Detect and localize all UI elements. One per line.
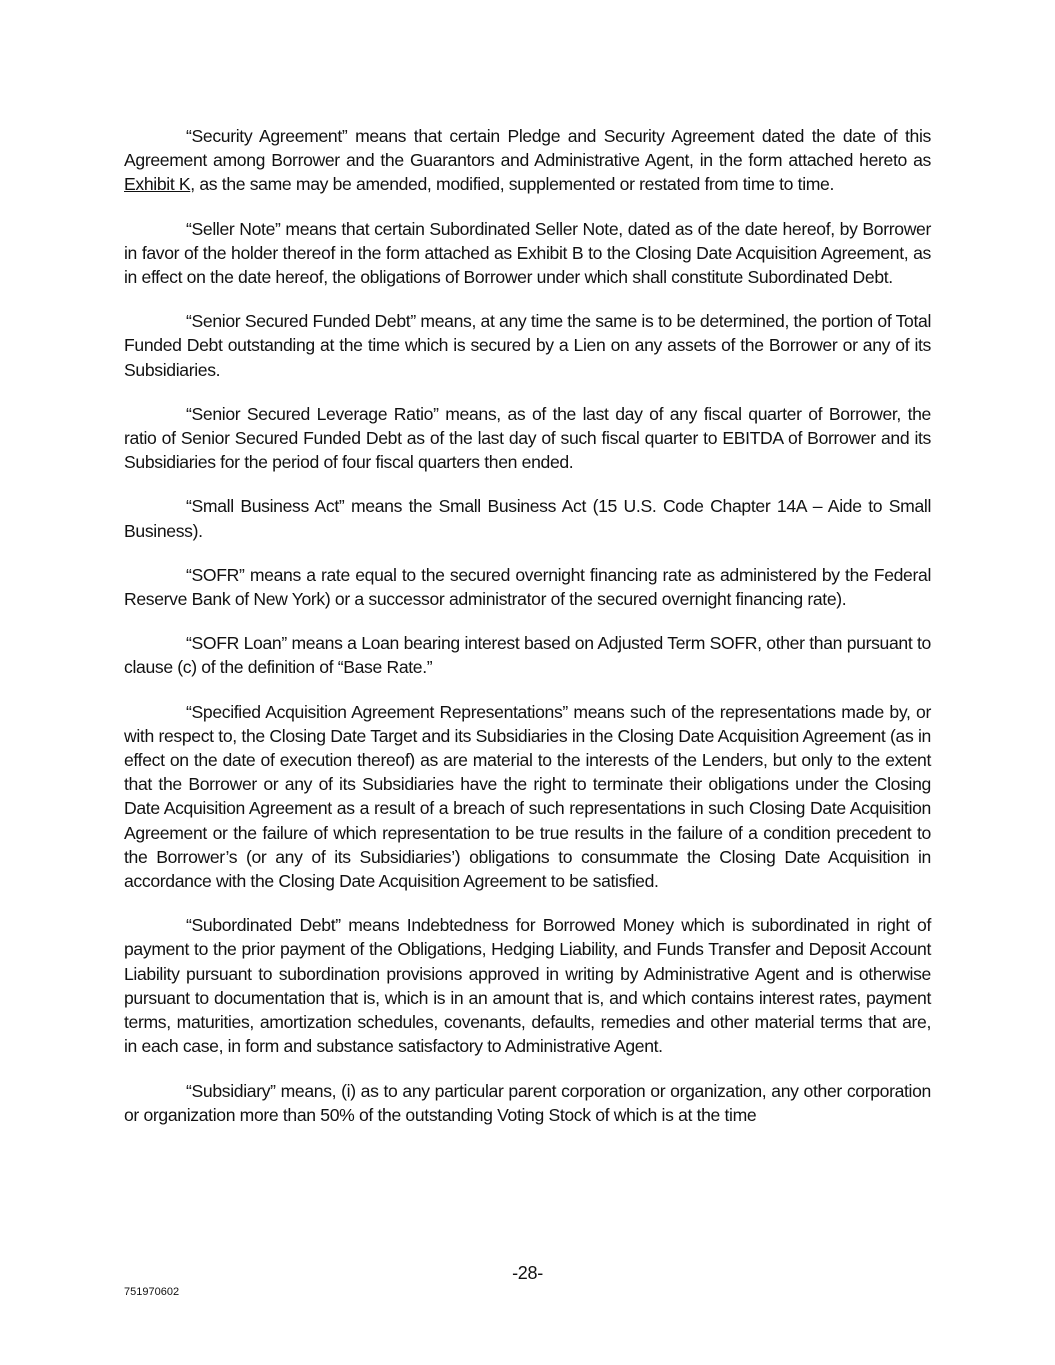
definition-subsidiary	[124, 1079, 931, 1127]
defined-term: “Subordinated Debt”	[186, 915, 341, 936]
defined-term: “Senior Secured Leverage Ratio”	[186, 403, 439, 424]
definition-senior-secured-leverage-ratio	[124, 402, 931, 475]
definition-sofr	[124, 563, 931, 611]
defined-term: “Small Business Act”	[186, 496, 345, 517]
definition-text: means, (i) as to any particular parent corporation or organization, any other corporation or organization more than 50% of the outstanding Voting Stock of which is at the time	[124, 1080, 931, 1125]
definition-text: , as the same may be amended, modified, supplemented or restated from time to time.	[190, 174, 835, 195]
definition-small-business-act	[124, 494, 931, 542]
defined-term: “Senior Secured Funded Debt”	[186, 311, 416, 332]
definition-text: means a Loan bearing interest based on Adjusted Term SOFR, other than pursuant to clause (c) of the definition of “Base Rate.”	[124, 633, 931, 678]
document-id: 751970602	[124, 1286, 180, 1298]
defined-term: “Security Agreement”	[186, 126, 348, 146]
definition-text: means, at any time the same is to be determined, the portion of Total Funded Debt outstanding at the time which is secured by a Lien on any assets of the Borrower or any of its Subsidiaries.	[124, 311, 931, 380]
definition-sofr-loan	[124, 631, 931, 679]
definition-text: means a rate equal to the secured overnight financing rate as administered by the Federal Reserve Bank of New York) or a successor administrator of the secured overnight financing rate).	[124, 564, 931, 610]
definition-senior-secured-funded-debt	[124, 309, 931, 382]
defined-term: “SOFR”	[186, 564, 245, 585]
defined-term: “Subsidiary”	[186, 1080, 276, 1101]
definition-security-agreement	[124, 124, 931, 197]
definition-text: means that certain Subordinated Seller Note, dated as of the date hereof, by Borrower in favor of the holder thereof in the form attached as Exhibit B to the Closing Date Acquisition Agreement, as in effect on the date hereof, the obligations of Borrower under which shall constitute Subordinated Debt.	[124, 218, 931, 288]
page-number: -28-	[512, 1263, 543, 1283]
definitions-body	[124, 124, 931, 1127]
definition-text: means Indebtedness for Borrowed Money which is subordinated in right of payment to the prior payment of the Obligations, Hedging Liability, and Funds Transfer and Deposit Account Liability pursuant to subordination provisions approved in writing by Administrative Agent and is otherwise pursuant to documentation that is, which is in an amount that is, and which contains interest rates, payment terms, maturities, amortization schedules, covenants, defaults, remedies and other material terms that are, in each case, in form and substance satisfactory to Administrative Agent.	[124, 915, 931, 1057]
definition-text: means such of the representations made by, or with respect to, the Closing Date Target and its Subsidiaries in the Closing Date Acquisition Agreement (as in effect on the date of execution thereof) as are material to the interests of the Lenders, but only to the extent that the Borrower or any of its Subsidiaries have the right to terminate their obligations under the Closing Date Acquisition Agreement as a result of a breach of such representations in such Closing Date Acquisition Agreement or the failure of which representation to be true results in the failure of a condition precedent to the Borrower’s (or any of its Subsidiaries’) obligations to consummate the Closing Date Acquisition in accordance with the Closing Date Acquisition Agreement to be satisfied.	[124, 701, 932, 892]
definition-seller-note	[124, 217, 931, 290]
exhibit-k-link: Exhibit K	[124, 174, 191, 195]
definition-text: means the Small Business Act (15 U.S. Code Chapter 14A – Aide to Small Business).	[124, 496, 931, 541]
defined-term: “Specified Acquisition Agreement Representations”	[186, 701, 568, 722]
definition-text: means, as of the last day of any fiscal quarter of Borrower, the ratio of Senior Secured Funded Debt as of the last day of such fiscal quarter to EBITDA of Borrower and its Subsidiaries for the period of four fiscal quarters then ended.	[124, 403, 931, 473]
definition-text: means that certain Pledge and Security Agreement dated the date of this Agreement among Borrower and the Guarantors and Administrative Agent, in the form attached hereto as	[124, 126, 931, 171]
defined-term: “Seller Note”	[186, 218, 281, 239]
definition-specified-acquisition-agreement-representations	[124, 700, 931, 894]
defined-term: “SOFR Loan”	[186, 633, 287, 654]
definition-subordinated-debt	[124, 913, 931, 1058]
